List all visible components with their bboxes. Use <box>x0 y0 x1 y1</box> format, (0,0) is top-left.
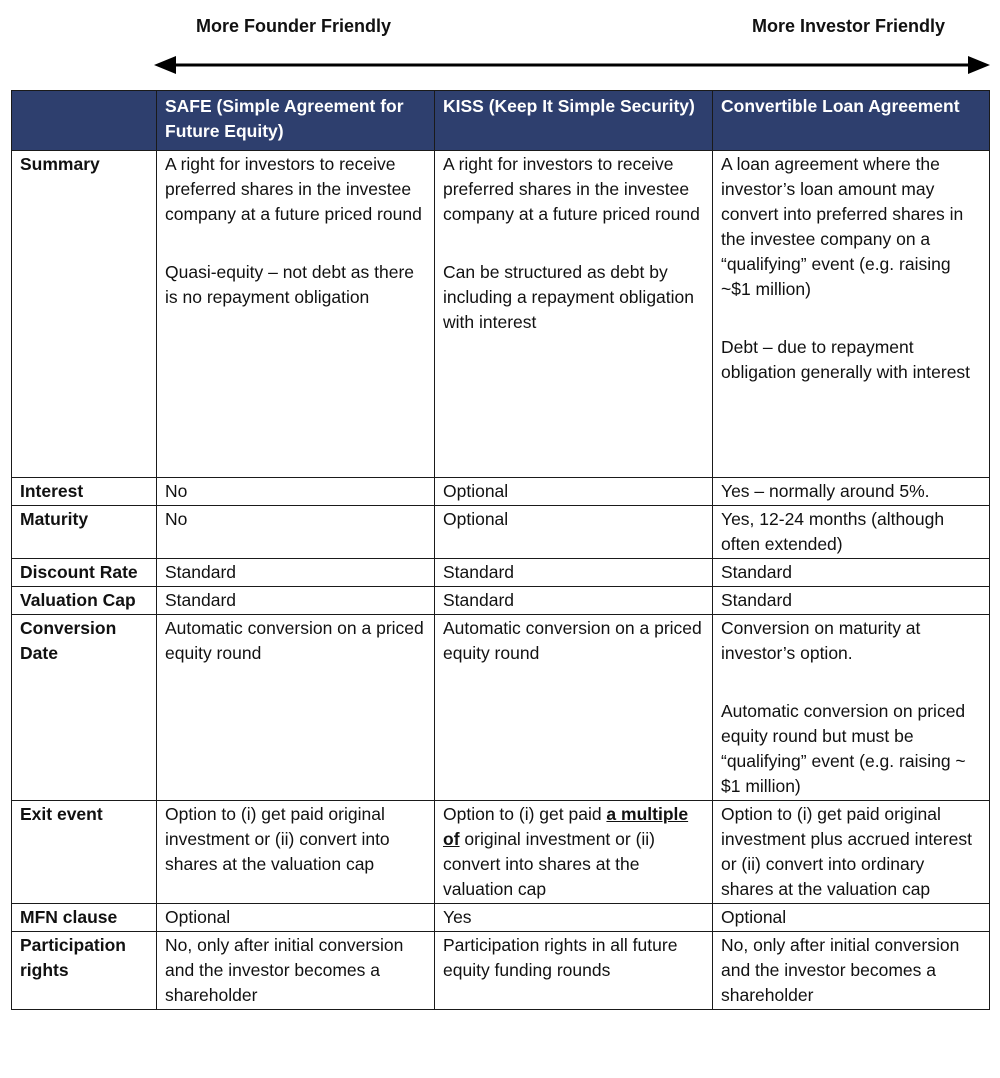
row-label-exit-event: Exit event <box>12 801 157 904</box>
cell-conversion-kiss: Automatic conversion on a priced equity round <box>435 615 713 801</box>
table-row-interest <box>12 478 990 506</box>
double-arrow-icon <box>152 52 992 78</box>
cell-mfn-safe: Optional <box>157 904 435 932</box>
conversion-cla-text-1: Conversion on maturity at investor’s option. <box>721 618 921 663</box>
cell-discount-kiss: Standard <box>435 559 713 587</box>
cell-participation-safe: No, only after initial conversion and the investor becomes a shareholder <box>157 932 435 1010</box>
row-label-maturity: Maturity <box>12 506 157 559</box>
row-label-conversion-date: Conversion Date <box>12 615 157 801</box>
cell-summary-safe <box>157 151 435 478</box>
cell-exit-cla: Option to (i) get paid original investment plus accrued interest or (ii) convert into ordinary shares at the valuation cap <box>713 801 990 904</box>
cell-conversion-safe: Automatic conversion on a priced equity round <box>157 615 435 801</box>
founder-friendly-label: More Founder Friendly <box>196 16 392 36</box>
table-row-participation-rights <box>12 932 990 1010</box>
summary-safe-text-1: A right for investors to receive preferred shares in the investee company at a future priced round <box>165 154 422 224</box>
cell-summary-kiss <box>435 151 713 478</box>
cell-exit-safe: Option to (i) get paid original investment or (ii) convert into shares at the valuation cap <box>157 801 435 904</box>
row-label-discount-rate: Discount Rate <box>12 559 157 587</box>
cell-maturity-kiss: Optional <box>435 506 713 559</box>
table-row-summary <box>12 151 990 478</box>
table-row-maturity <box>12 506 990 559</box>
exit-kiss-emphasis: a multiple of <box>443 804 689 849</box>
table-header-row <box>12 91 990 151</box>
cell-valuation-cla: Standard <box>713 587 990 615</box>
exit-kiss-text-post: original investment or (ii) convert into shares at the valuation cap <box>443 829 656 899</box>
cell-conversion-cla <box>713 615 990 801</box>
header-safe: SAFE (Simple Agreement for Future Equity) <box>157 91 435 151</box>
summary-safe-text-2: Quasi-equity – not debt as there is no repayment obligation <box>165 262 415 307</box>
cell-maturity-safe: No <box>157 506 435 559</box>
table-row-mfn-clause <box>12 904 990 932</box>
cell-discount-safe: Standard <box>157 559 435 587</box>
header-convertible-loan: Convertible Loan Agreement <box>713 91 990 151</box>
cell-participation-cla: No, only after initial conversion and the investor becomes a shareholder <box>713 932 990 1010</box>
comparison-table <box>11 90 990 1010</box>
row-label-summary: Summary <box>12 151 157 478</box>
table-row-conversion-date <box>12 615 990 801</box>
summary-kiss-text-2: Can be structured as debt by including a repayment obligation with interest <box>443 262 694 332</box>
table-row-discount-rate <box>12 559 990 587</box>
cell-interest-cla: Yes – normally around 5%. <box>713 478 990 506</box>
cell-exit-kiss <box>435 801 713 904</box>
row-label-interest: Interest <box>12 478 157 506</box>
cell-maturity-cla: Yes, 12-24 months (although often extended) <box>713 506 990 559</box>
table-row-valuation-cap <box>12 587 990 615</box>
cell-discount-cla: Standard <box>713 559 990 587</box>
investor-friendly-label: More Investor Friendly <box>752 16 946 36</box>
summary-cla-text-1: A loan agreement where the investor’s loan amount may convert into preferred shares in the investee company on a “qualifying” event (e.g. raising ~$1 million) <box>721 154 964 299</box>
header-kiss: KISS (Keep It Simple Security) <box>435 91 713 151</box>
cell-mfn-cla: Optional <box>713 904 990 932</box>
cell-interest-kiss: Optional <box>435 478 713 506</box>
exit-kiss-text-pre: Option to (i) get paid <box>443 804 607 824</box>
summary-kiss-text-1: A right for investors to receive preferred shares in the investee company at a future priced round <box>443 154 700 224</box>
cell-valuation-safe: Standard <box>157 587 435 615</box>
cell-interest-safe: No <box>157 478 435 506</box>
row-label-mfn-clause: MFN clause <box>12 904 157 932</box>
conversion-cla-text-2: Automatic conversion on priced equity round but must be “qualifying” event (e.g. raising ~ $1 million) <box>721 701 966 796</box>
row-label-valuation-cap: Valuation Cap <box>12 587 157 615</box>
cell-valuation-kiss: Standard <box>435 587 713 615</box>
cell-summary-cla <box>713 151 990 478</box>
row-label-participation-rights: Participation rights <box>12 932 157 1010</box>
header-empty-cell <box>12 91 157 151</box>
summary-cla-text-2: Debt – due to repayment obligation generally with interest <box>721 337 971 382</box>
cell-mfn-kiss: Yes <box>435 904 713 932</box>
cell-participation-kiss: Participation rights in all future equity funding rounds <box>435 932 713 1010</box>
table-row-exit-event <box>12 801 990 904</box>
